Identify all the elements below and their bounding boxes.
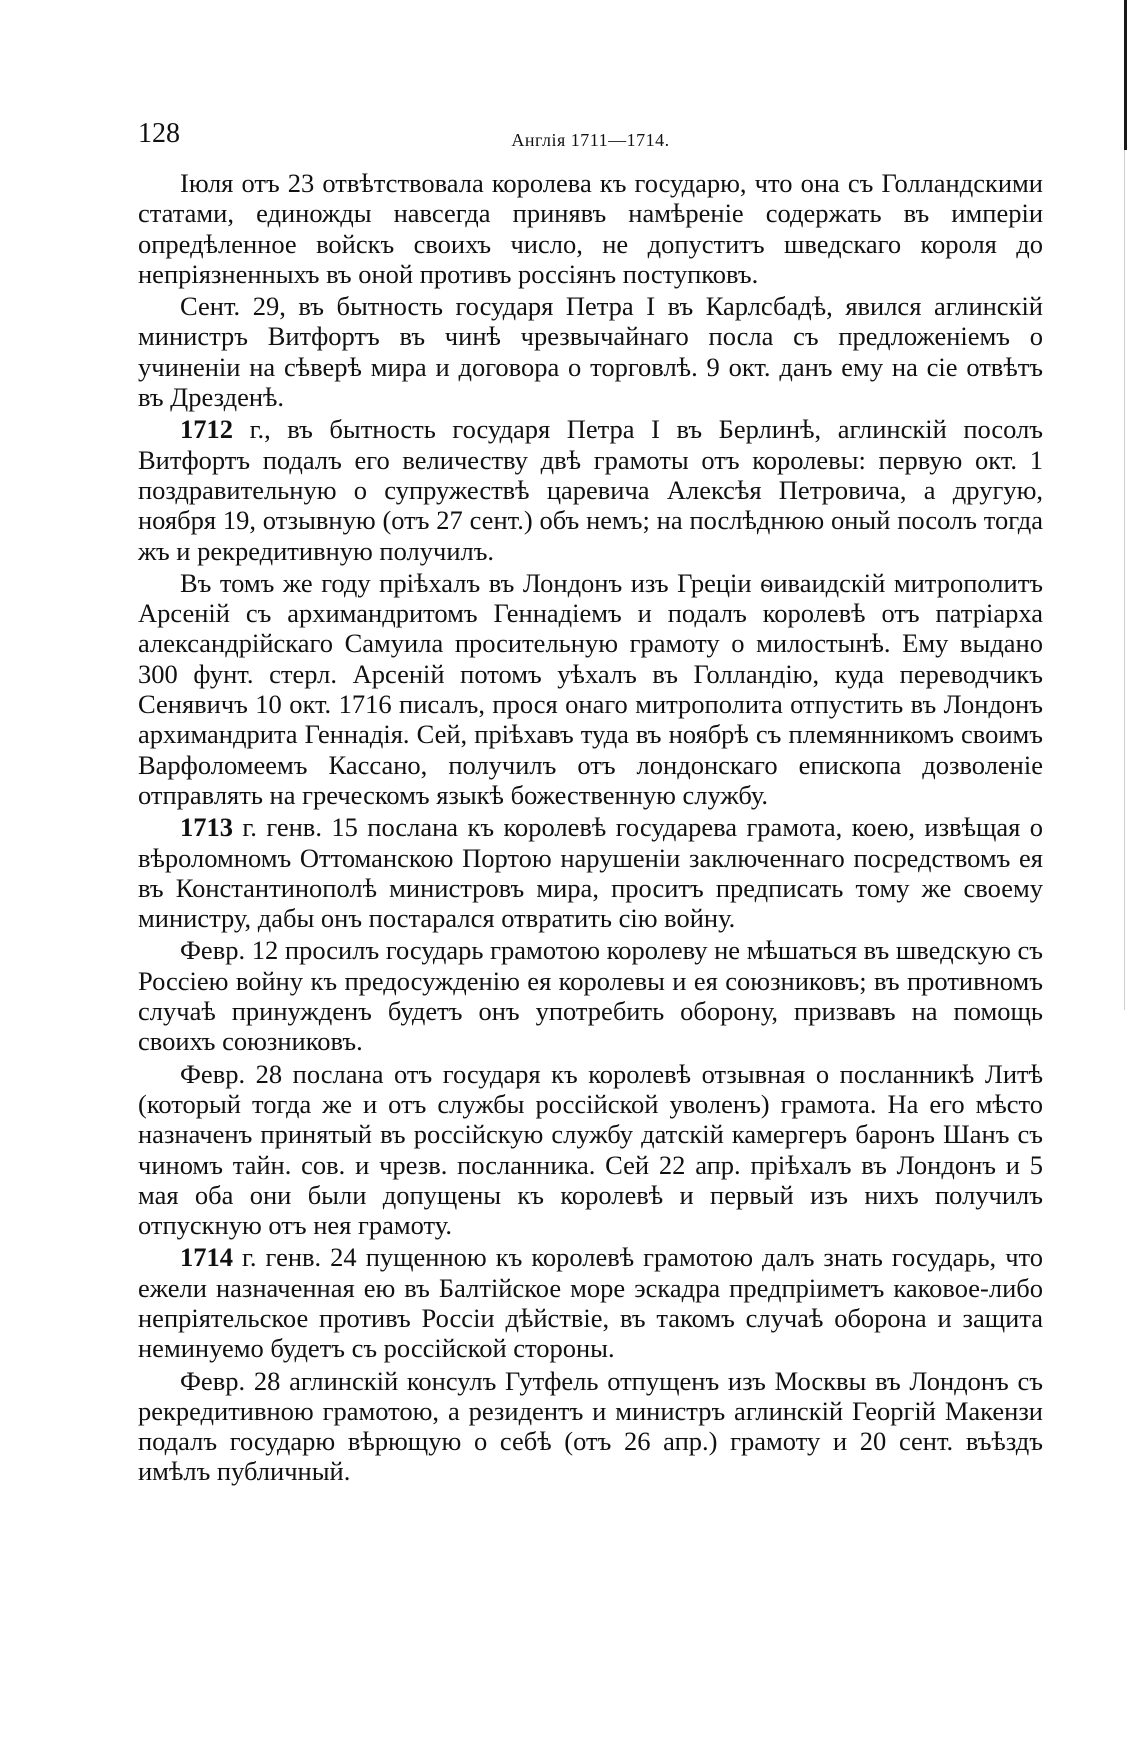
paragraph-8-text: г. генв. 24 пущенною къ королевѣ грамотою далъ знать государь, что ежели назначенная ею въ Балтійское море эскадра предпріиметъ каковое-либо непріятельское противъ Россіи дѣйствіе, въ такомъ случаѣ оборона и защита неминуемо будетъ съ россійской стороны. (138, 1242, 1043, 1364)
page-number: 128 (138, 118, 180, 149)
paragraph-4-text: Въ томъ же году пріѣхалъ въ Лондонъ изъ Греціи ѳиваидскій митрополитъ Арсеній съ архимандритомъ Геннадіемъ и подалъ королевѣ отъ патріарха александрійскаго Самуила просительную грамоту о милостынѣ. Ему выдано 300 фунт. стерл. Арсеній потомъ уѣхалъ въ Голландію, куда переводчикъ Сенявичъ 10 окт. 1716 писалъ, прося онаго митрополита отпустить въ Лондонъ архимандрита Геннадія. Сей, пріѣхавъ туда въ ноябрѣ съ племянникомъ своимъ Варфоломеемъ Кассано, получилъ отъ лондонскаго епископа дозволеніе отправлять на греческомъ языкѣ божественную службу. (138, 567, 1043, 810)
paragraph-5 (138, 812, 1043, 933)
paragraph-2 (138, 291, 1043, 412)
running-title: Англія 1711—1714. (511, 130, 670, 150)
paragraph-6 (138, 935, 1043, 1056)
paragraph-3 (138, 414, 1043, 565)
year-1714: 1714 (180, 1242, 233, 1273)
paragraph-8 (138, 1242, 1043, 1363)
paragraph-7-text: Февр. 28 послана отъ государя къ королевѣ отзывная о посланникѣ Литѣ (который тогда же и отъ службы россійской уволенъ) грамота. На его мѣсто назначенъ принятый въ россійскую службу датскій камергеръ баронъ Шанъ съ чиномъ тайн. сов. и чрезв. посланника. Сей 22 апр. пріѣхалъ въ Лондонъ и 5 мая оба они были допущены къ королевѣ и первый изъ нихъ получилъ отпускную отъ нея грамоту. (138, 1058, 1043, 1241)
body-text (138, 168, 1043, 1487)
paragraph-2-text: Сент. 29, въ бытность государя Петра I въ Карлсбадѣ, явился аглинскій министръ Витфортъ въ чинѣ чрезвычайнаго посла съ предложеніемъ о учиненіи на сѣверѣ мира и договора о торговлѣ. 9 окт. данъ ему на сіе отвѣтъ въ Дрезденѣ. (138, 291, 1043, 413)
scan-edge-shadow (1124, 150, 1125, 1010)
year-1712: 1712 (180, 414, 233, 445)
page-header (138, 118, 1043, 160)
paragraph-5-text: г. генв. 15 послана къ королевѣ государева грамота, коею, извѣщая о вѣроломномъ Оттоманскою Портою нарушеніи заключеннаго посредствомъ ея въ Константинополѣ министровъ мира, проситъ предписать тому же своему министру, дабы онъ постарался отвратить сію войну. (138, 812, 1043, 934)
paragraph-3-text: г., въ бытность государя Петра I въ Берлинѣ, аглинскій посолъ Витфортъ подалъ его величеству двѣ грамоты отъ королевы: первую окт. 1 поздравительную о супружествѣ царевича Алексѣя Петровича, а другую, ноября 19, отзывную (отъ 27 сент.) объ немъ; на послѣднюю оный посолъ тогда жъ и рекредитивную получилъ. (138, 414, 1043, 566)
paragraph-1 (138, 168, 1043, 289)
paragraph-6-text: Февр. 12 просилъ государь грамотою королеву не мѣшаться въ шведскую съ Россіею войну къ предосужденію ея королевы и ея союзниковъ; въ противномъ случаѣ принужденъ будетъ онъ употребить оборону, призвавъ на помощь своихъ союзниковъ. (138, 935, 1043, 1057)
year-1713: 1713 (180, 812, 233, 843)
paragraph-9-text: Февр. 28 аглинскій консулъ Гутфель отпущенъ изъ Москвы въ Лондонъ съ рекредитивною грамотою, а резидентъ и министръ аглинскій Георгій Макензи подалъ государю вѣрющую о себѣ (отъ 26 апр.) грамоту и 20 сент. въѣздъ имѣлъ публичный. (138, 1365, 1043, 1487)
paragraph-1-text: Іюля отъ 23 отвѣтствовала королева къ государю, что она съ Голландскими статами, единожды навсегда принявъ намѣреніе содержать въ имперіи опредѣленное войскъ своихъ число, не допуститъ шведскаго короля до непріязненныхъ въ оной противъ россіянъ поступковъ. (138, 168, 1043, 289)
paragraph-4 (138, 568, 1043, 810)
paragraph-9 (138, 1366, 1043, 1487)
paragraph-7 (138, 1059, 1043, 1241)
book-page (138, 118, 1043, 1487)
scan-edge-rule (1124, 0, 1127, 150)
